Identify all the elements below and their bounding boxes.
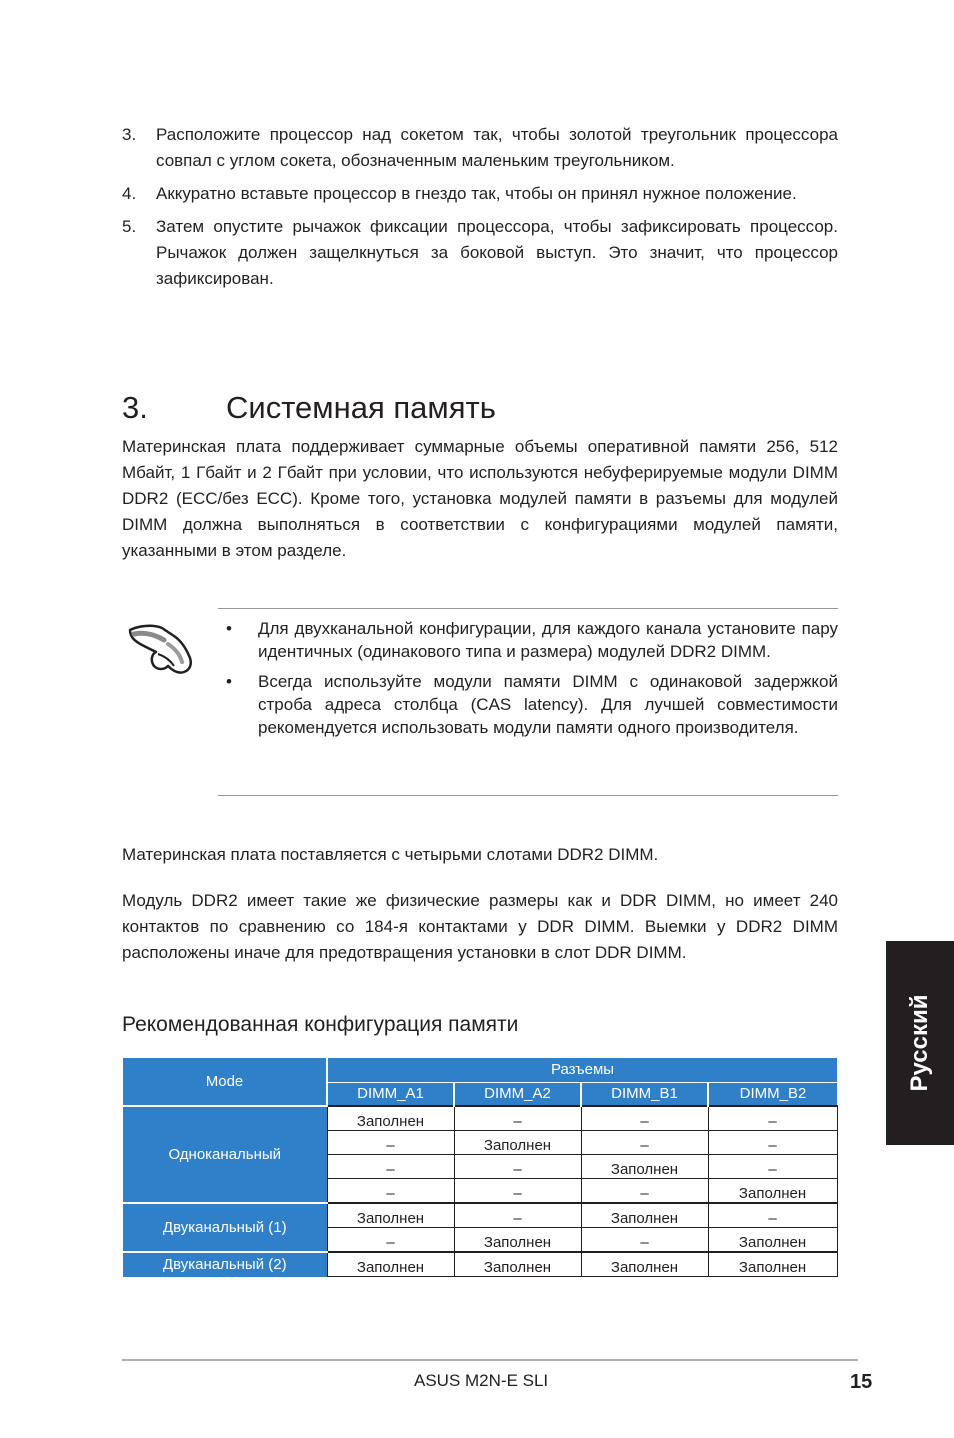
- table-cell: –: [454, 1203, 581, 1228]
- column-header: DIMM_A1: [327, 1082, 454, 1106]
- table-row: [123, 1106, 837, 1131]
- mode-header: Mode: [123, 1058, 327, 1106]
- mode-cell: Одноканальный: [123, 1106, 327, 1203]
- table-cell: Заполнен: [327, 1203, 454, 1228]
- table-cell: –: [581, 1131, 708, 1155]
- table-cell: –: [708, 1155, 837, 1179]
- table-cell: Заполнен: [454, 1228, 581, 1253]
- table-cell: –: [327, 1179, 454, 1204]
- step-number: 4.: [122, 184, 137, 203]
- step-text: Аккуратно вставьте процессор в гнездо так, чтобы он принял нужное положение.: [156, 184, 797, 203]
- note-box: [218, 608, 838, 796]
- table-cell: Заполнен: [708, 1228, 837, 1253]
- table-cell: –: [327, 1228, 454, 1253]
- table-cell: Заполнен: [581, 1203, 708, 1228]
- table-cell: –: [454, 1106, 581, 1131]
- table-cell: –: [708, 1131, 837, 1155]
- section-title-text: Системная память: [226, 390, 496, 425]
- bullet-marker: •: [226, 672, 232, 691]
- install-steps: [122, 122, 838, 299]
- memory-config-table: [123, 1058, 838, 1277]
- step-item: [122, 214, 838, 292]
- table-cell: –: [581, 1179, 708, 1204]
- table-cell: Заполнен: [581, 1252, 708, 1277]
- language-tab-label: Русский: [906, 994, 933, 1092]
- list-item: [218, 617, 838, 663]
- slots-header: Разъемы: [327, 1058, 837, 1082]
- step-text: Затем опустите рычажок фиксации процессора, чтобы зафиксировать процессор. Рычажок должен защелкнуться за боковой выступ. Это значит, что процессор зафиксирован.: [156, 217, 838, 288]
- step-item: [122, 122, 838, 174]
- table-cell: Заполнен: [454, 1252, 581, 1277]
- table-cell: –: [581, 1228, 708, 1253]
- table-cell: –: [708, 1203, 837, 1228]
- table-heading: Рекомендованная конфигурация памяти: [122, 1013, 519, 1036]
- footer-divider: [122, 1359, 858, 1361]
- mode-cell: Двуканальный (2): [123, 1252, 327, 1277]
- column-header: DIMM_B1: [581, 1082, 708, 1106]
- slots-paragraph: Материнская плата поставляется с четырьми слотами DDR2 DIMM.: [122, 845, 659, 864]
- table-cell: Заполнен: [708, 1252, 837, 1277]
- section-title: [122, 386, 496, 430]
- table-cell: Заполнен: [327, 1106, 454, 1131]
- page-number: 15: [850, 1371, 873, 1393]
- section-intro: Материнская плата поддерживает суммарные объемы оперативной памяти 256, 512 Мбайт, 1 Гбайт и 2 Гбайт при условии, что используются небуферируемые модули DIMM DDR2 (ECC/без ECC). Кроме того, установка модулей памяти в разъемы для модулей DIMM должна выполняться в соответствии с конфигурациями модулей памяти, указанными в этом разделе.: [122, 437, 838, 560]
- note-block: [122, 608, 838, 796]
- note-text: Для двухканальной конфигурации, для каждого канала установите пару идентичных (одинакового типа и размера) модулей DDR2 DIMM.: [258, 619, 838, 661]
- step-item: [122, 181, 838, 207]
- table-cell: –: [454, 1179, 581, 1204]
- footer-product-name: ASUS M2N-E SLI: [414, 1371, 549, 1390]
- table-cell: Заполнен: [708, 1179, 837, 1204]
- table-cell: –: [708, 1106, 837, 1131]
- pointing-hand-icon: [124, 614, 196, 676]
- note-text: Всегда используйте модули памяти DIMM с одинаковой задержкой строба адреса столбца (CAS latency). Для лучшей совместимости рекомендуется использовать модули памяти одного производителя.: [258, 672, 838, 737]
- table-cell: –: [581, 1106, 708, 1131]
- table-cell: Заполнен: [581, 1155, 708, 1179]
- section-number: 3.: [122, 390, 148, 425]
- table-cell: –: [454, 1155, 581, 1179]
- table-row: [123, 1203, 837, 1228]
- list-item: [218, 670, 838, 739]
- table-row: [123, 1252, 837, 1277]
- table-cell: Заполнен: [454, 1131, 581, 1155]
- mode-cell: Двуканальный (1): [123, 1203, 327, 1252]
- note-list: [218, 609, 838, 739]
- bullet-marker: •: [226, 619, 232, 638]
- step-number: 3.: [122, 125, 137, 144]
- language-tab: [886, 941, 954, 1145]
- column-header: DIMM_A2: [454, 1082, 581, 1106]
- table-cell: Заполнен: [327, 1252, 454, 1277]
- step-text: Расположите процессор над сокетом так, чтобы золотой треугольник процессора совпал с углом сокета, обозначенным маленьким треугольником.: [156, 125, 838, 170]
- module-paragraph: Модуль DDR2 имеет такие же физические размеры как и DDR DIMM, но имеет 240 контактов по сравнению со 184-я контактами у DDR DIMM. Выемки у DDR2 DIMM расположены иначе для предотвращения установки в слот DDR DIMM.: [122, 891, 838, 962]
- column-header: DIMM_B2: [708, 1082, 837, 1106]
- table-cell: –: [327, 1131, 454, 1155]
- table-cell: –: [327, 1155, 454, 1179]
- step-number: 5.: [122, 217, 137, 236]
